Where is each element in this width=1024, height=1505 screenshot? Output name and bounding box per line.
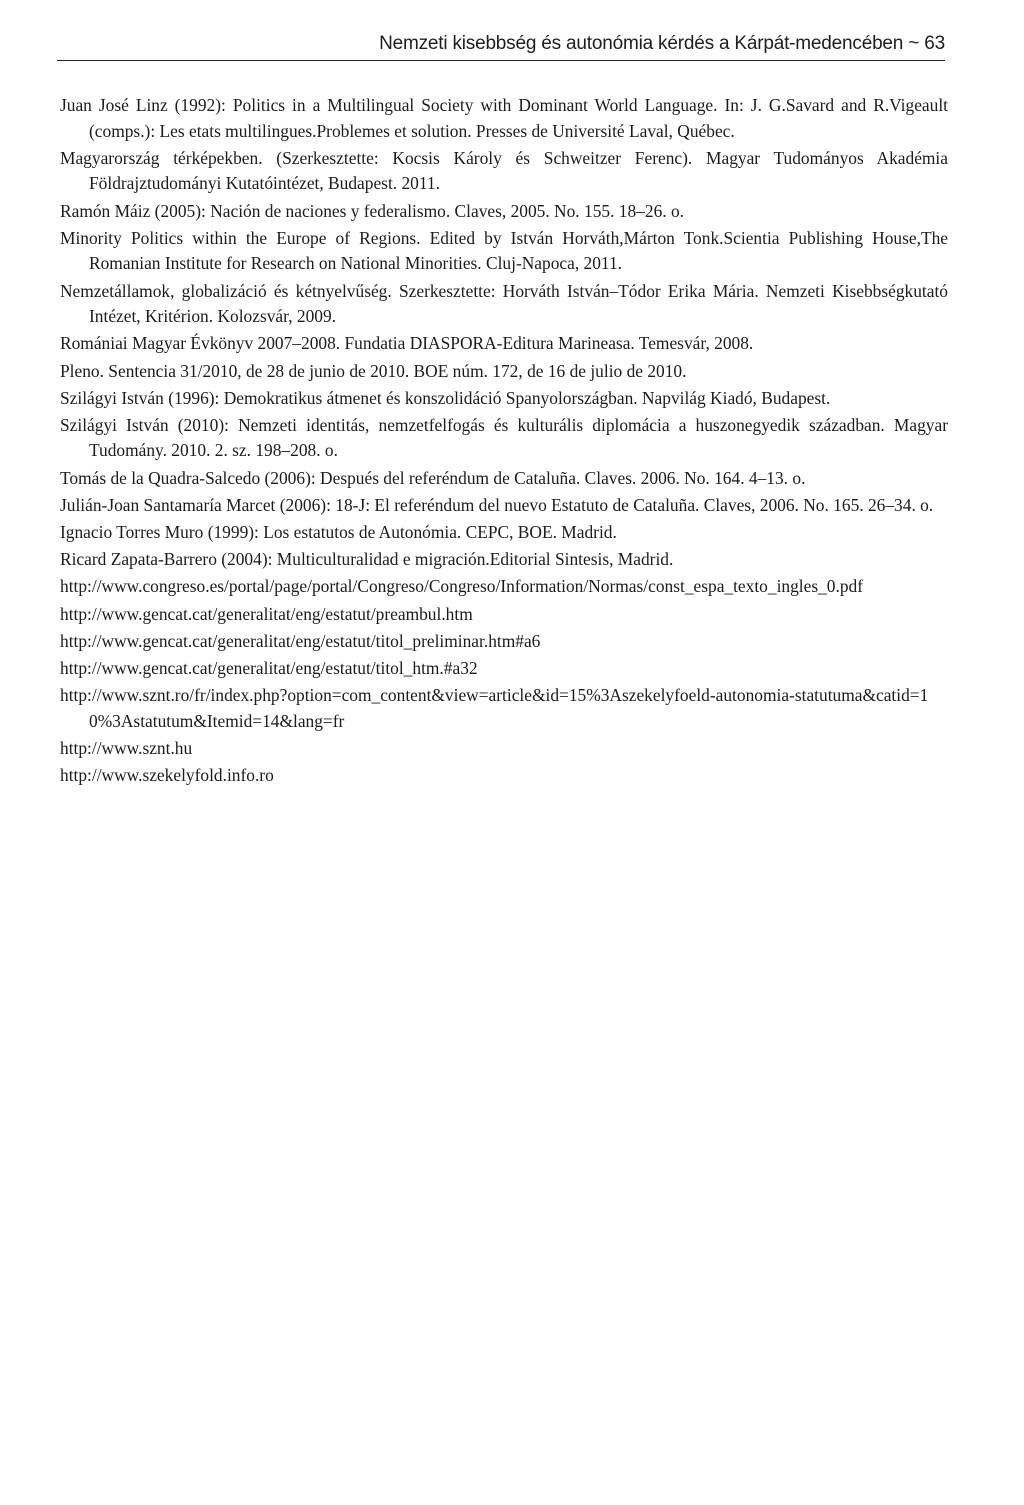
reference-list [60, 93, 948, 790]
reference-item: Ignacio Torres Muro (1999): Los estatutos de Autonómia. CEPC, BOE. Madrid. [60, 522, 617, 543]
page-number: 63 [924, 33, 945, 54]
reference-item: Magyarország térképekben. (Szerkesztette: Kocsis Károly és Schweitzer Ferenc). Magyar Tudományos Akadémia Földrajztudományi Kutatóintézet, Budapest. 2011. [60, 147, 948, 194]
reference-item: Minority Politics within the Europe of Regions. Edited by István Horváth,Márton Tonk.Scientia Publishing House,The Romanian Institute for Research on National Minorities. Cluj-Napoca, 2011. [60, 227, 948, 274]
reference-item: Tomás de la Quadra-Salcedo (2006): Después del referéndum de Cataluña. Claves. 2006. No. 164. 4–13. o. [60, 467, 806, 488]
reference-item: Julián-Joan Santamaría Marcet (2006): 18-J: El referéndum del nuevo Estatuto de Cataluña. Claves, 2006. No. 165. 26–34. o. [60, 494, 934, 515]
reference-url: http://www.gencat.cat/generalitat/eng/estatut/titol_preliminar.htm#a6 [60, 630, 541, 651]
reference-url: http://www.congreso.es/portal/page/portal/Congreso/Congreso/Information/Normas/const_espa_texto_ingles_0.pdf [60, 576, 864, 597]
reference-url: http://www.sznt.hu [60, 737, 193, 758]
reference-item: Nemzetállamok, globalizáció és kétnyelvűség. Szerkesztette: Horváth István–Tódor Erika Mária. Nemzeti Kisebbségkutató Intézet, Kritérion. Kolozsvár, 2009. [60, 280, 948, 327]
running-head-title: Nemzeti kisebbség és autonómia kérdés a Kárpát-medencében [379, 33, 904, 54]
running-head [57, 30, 945, 61]
reference-url: http://www.gencat.cat/generalitat/eng/estatut/preambul.htm [60, 603, 473, 624]
reference-url: http://www.szekelyfold.info.ro [60, 765, 274, 786]
reference-url: http://www.gencat.cat/generalitat/eng/estatut/titol_htm.#a32 [60, 657, 478, 678]
reference-item: Szilágyi István (2010): Nemzeti identitás, nemzetfelfogás és kulturális diplomácia a huszonegyedik században. Magyar Tudomány. 2010. 2. sz. 198–208. o. [60, 414, 948, 461]
reference-item: Juan José Linz (1992): Politics in a Multilingual Society with Dominant World Language. In: J. G.Savard and R.Vigeault (comps.): Les etats multilingues.Problemes et solution. Presses de Université Laval, Québec. [60, 95, 948, 141]
reference-item: Pleno. Sentencia 31/2010, de 28 de junio de 2010. BOE núm. 172, de 16 de julio de 2010. [60, 360, 687, 381]
reference-item: Szilágyi István (1996): Demokratikus átmenet és konszolidáció Spanyolországban. Napvilág Kiadó, Budapest. [60, 387, 831, 408]
reference-item: Romániai Magyar Évkönyv 2007–2008. Fundatia DIASPORA-Editura Marineasa. Temesvár, 2008. [60, 333, 754, 354]
reference-item: Ricard Zapata-Barrero (2004): Multiculturalidad e migración.Editorial Sintesis, Madrid. [60, 549, 674, 570]
reference-url: http://www.sznt.ro/fr/index.php?option=com_content&view=article&id=15%3Aszekelyfoeld-autonomia-statutuma&catid=10%3Astatutum&Itemid=14&lang=fr [60, 685, 929, 731]
reference-item: Ramón Máiz (2005): Nación de naciones y federalismo. Claves, 2005. No. 155. 18–26. o. [60, 200, 684, 221]
running-head-separator: ~ [908, 33, 920, 54]
